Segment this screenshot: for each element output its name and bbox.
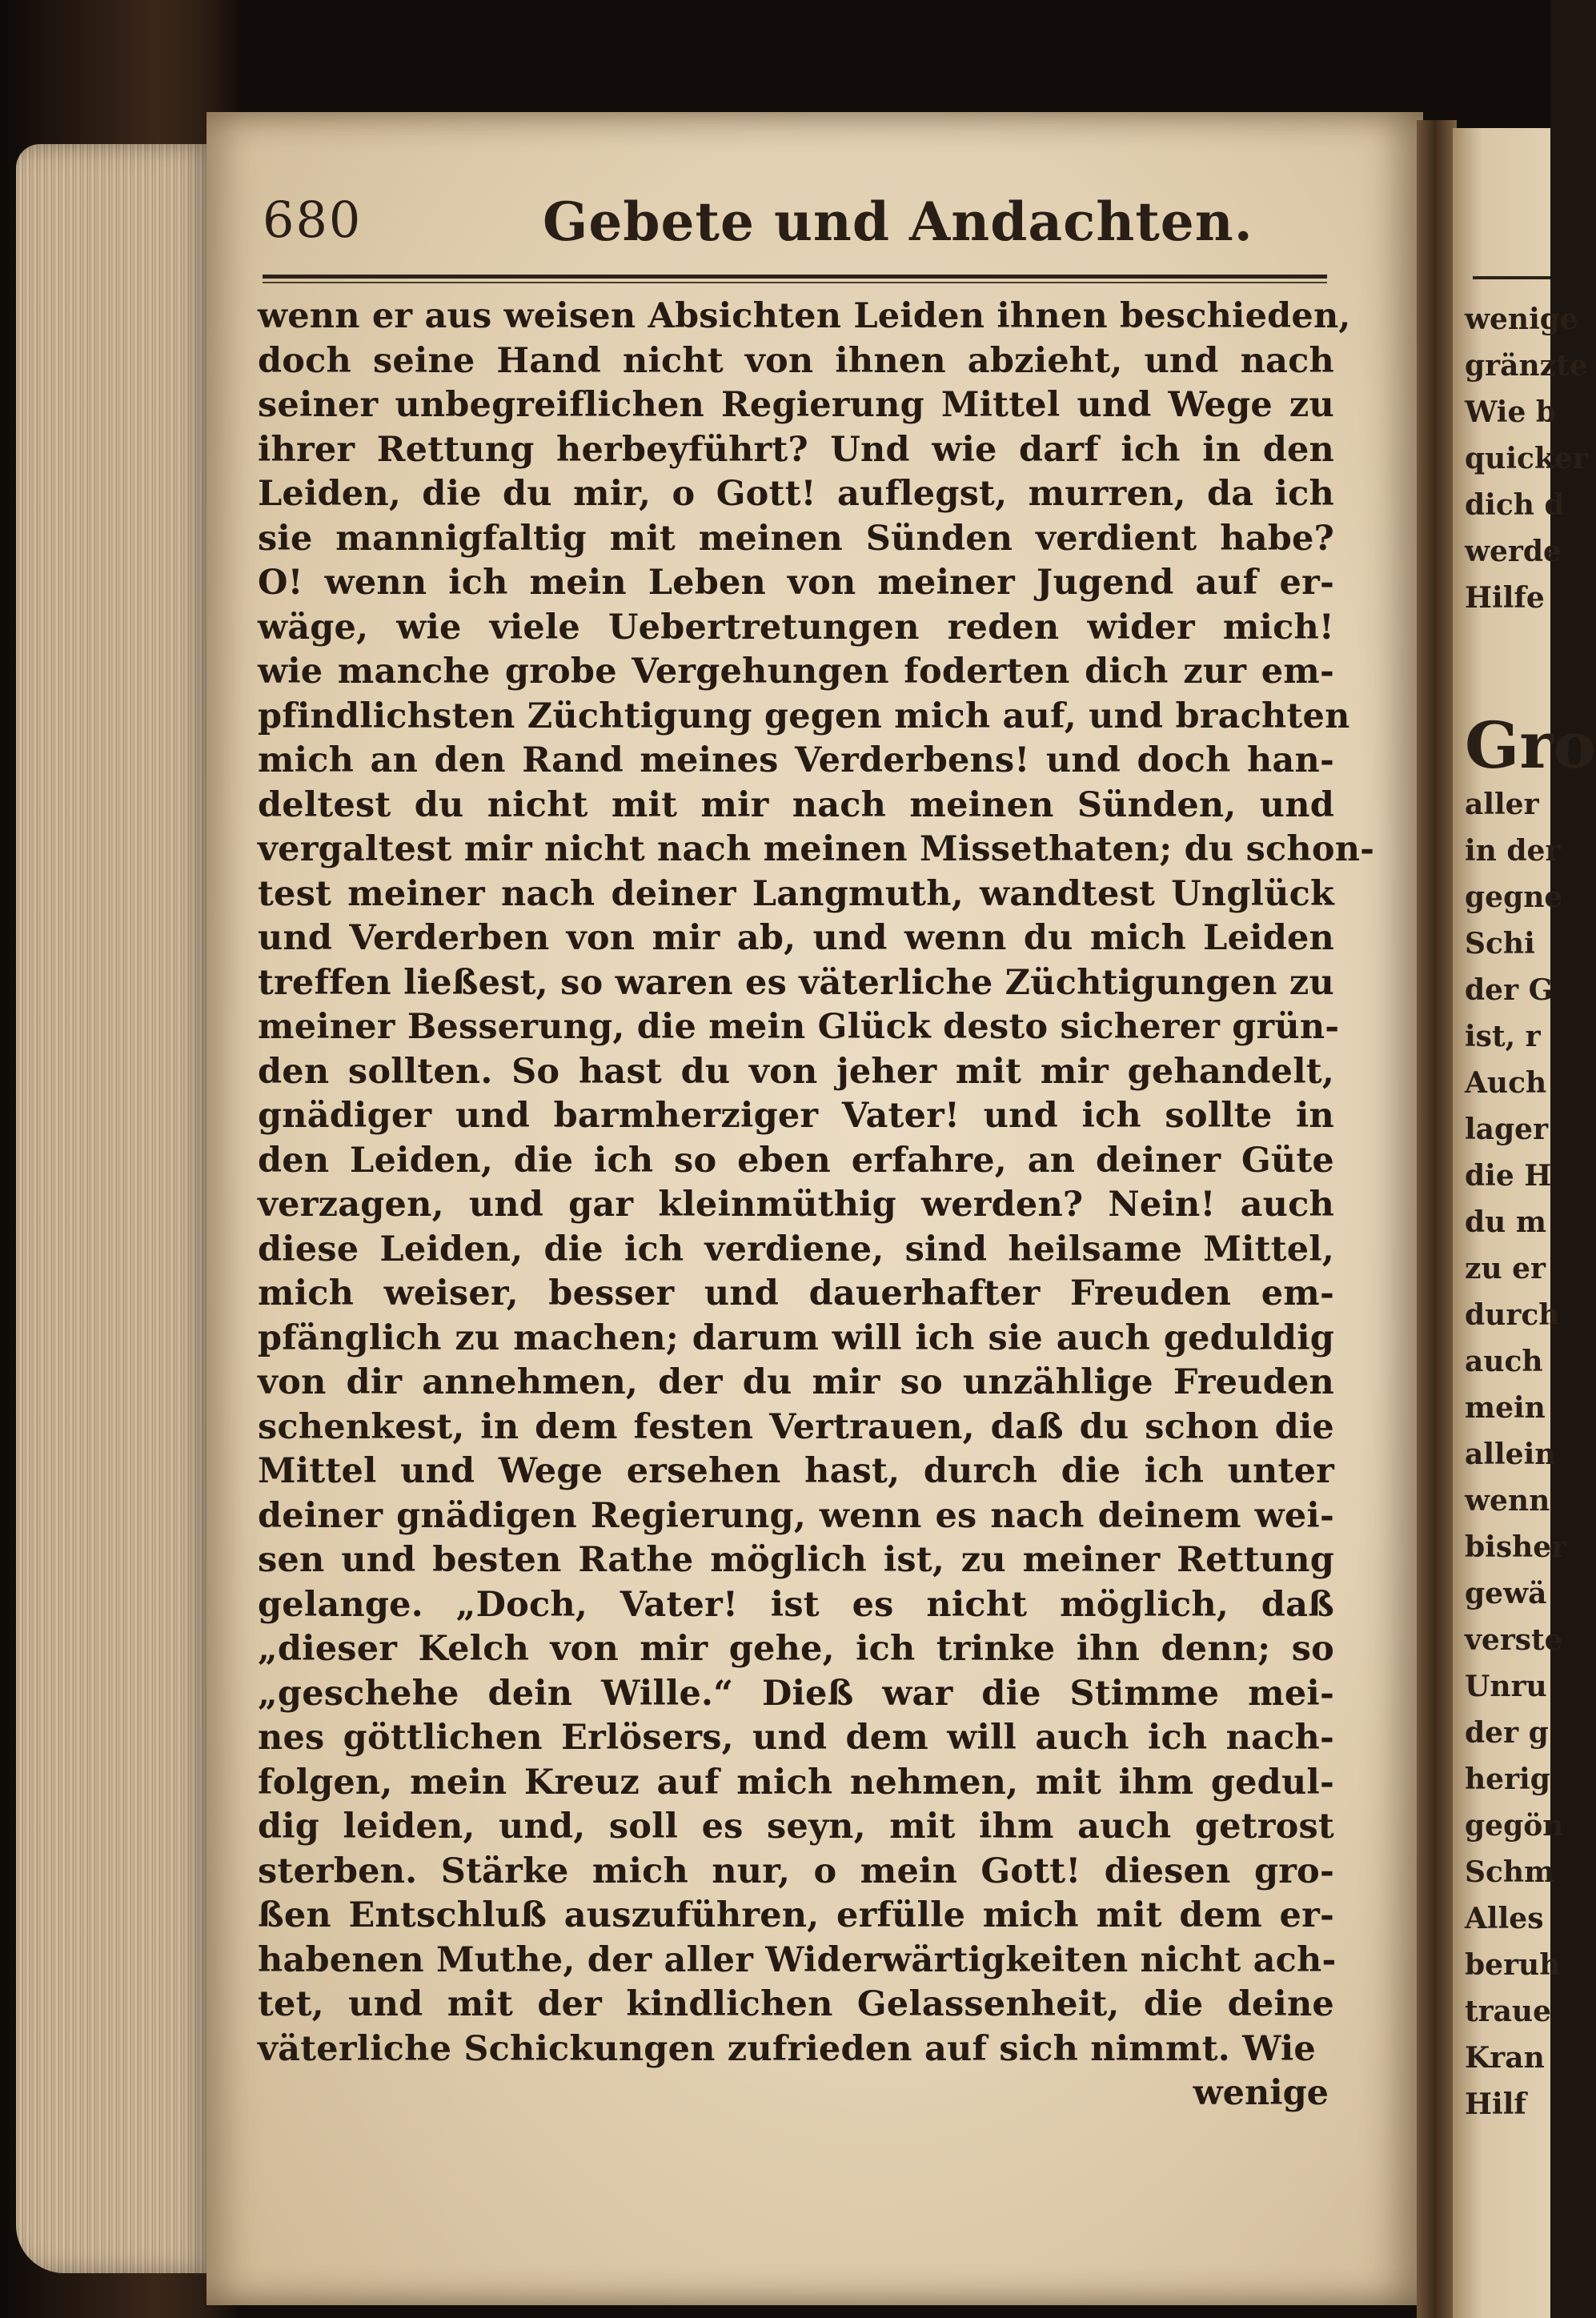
facing-line: die H [1465,1159,1552,1193]
text-line: folgen, mein Kreuz auf mich nehmen, mit ihm gedul- [258,1762,1334,1803]
text-line: den Leiden, die ich so eben erfahre, an deiner Güte [258,1140,1334,1181]
facing-line: in der [1465,834,1561,868]
text-line: wäge, wie viele Uebertretungen reden wider mich! [258,607,1334,648]
text-line: den sollten. So hast du von jeher mit mir gehandelt, [258,1051,1334,1092]
facing-page-text [1465,296,1596,2128]
facing-line: wenige [1465,303,1578,336]
facing-line: bisher [1465,1530,1567,1564]
facing-line: Unru [1465,1670,1547,1703]
facing-gap [1465,621,1550,709]
facing-line: traue [1465,1995,1551,2028]
facing-line: der G [1465,973,1554,1007]
text-line: dig leiden, und, soll es seyn, mit ihm auch getrost [258,1807,1334,1847]
text-line: mich an den Rand meines Verderbens! und doch han- [258,740,1334,780]
text-line: nes göttlichen Erlösers, und dem will auch ich nach- [258,1718,1334,1758]
facing-line: Hilf [1465,2087,1526,2121]
facing-line: Auch [1465,1066,1547,1100]
text-line: Leiden, die du mir, o Gott! auflegst, murren, da ich [258,474,1334,514]
text-line: pfindlichsten Züchtigung gegen mich auf, und brachten [258,696,1350,736]
text-line: tet, und mit der kindlichen Gelassenheit, die deine [258,1984,1334,2024]
text-line: väterliche Schickungen zufrieden auf sich nimmt. Wie [258,2028,1316,2069]
facing-line: wenn [1465,1484,1550,1518]
facing-line: dich d [1465,488,1565,522]
text-line: ihrer Rettung herbeyführt? Und wie darf ich in den [258,429,1334,470]
text-line: gelange. „Doch, Vater! ist es nicht möglich, daß [258,1584,1334,1625]
facing-line: herig [1465,1763,1550,1796]
body-text [258,295,1375,2071]
text-line: wenn er aus weisen Absichten Leiden ihnen beschieden, [258,296,1351,336]
facing-line: allein [1465,1438,1556,1471]
text-line: und Verderben von mir ab, und wenn du mich Leiden [258,918,1334,958]
facing-line: ist, r [1465,1020,1541,1053]
text-line: habenen Muthe, der aller Widerwärtigkeiten nicht ach- [258,1939,1337,1980]
text-line: test meiner nach deiner Langmuth, wandtest Unglück [258,873,1334,914]
text-line: schenkest, in dem festen Vertrauen, daß du schon die [258,1406,1334,1447]
page-number: 680 [263,190,363,249]
page-header [263,190,1327,263]
text-line: pfänglich zu machen; darum will ich sie auch geduldig [258,1317,1334,1358]
facing-line: mein [1465,1391,1546,1425]
text-line: doch seine Hand nicht von ihnen abzieht, und nach [258,340,1334,381]
text-line: vergaltest mir nicht nach meinen Missethaten; du schon- [258,829,1375,869]
text-line: O! wenn ich mein Leben von meiner Jugend auf er- [258,563,1334,603]
text-line: wie manche grobe Vergehungen foderten dich zur em- [258,652,1334,692]
text-line: seiner unbegreiflichen Regierung Mittel und Wege zu [258,385,1334,425]
text-line: ßen Entschluß auszuführen, erfülle mich mit dem er- [258,1895,1334,1935]
facing-line: gewä [1465,1577,1547,1610]
facing-line: gegne [1465,880,1563,914]
text-line: diese Leiden, die ich verdiene, sind heilsame Mittel, [258,1229,1334,1269]
facing-line: zu er [1465,1252,1546,1285]
facing-line: gränzte [1465,349,1588,383]
facing-line: du m [1465,1205,1546,1239]
text-line: sie mannigfaltig mit meinen Sünden verdient habe? [258,518,1334,559]
text-line: „geschehe dein Wille.“ Dieß war die Stimme mei- [258,1673,1334,1714]
text-line: von dir annehmen, der du mir so unzählige Freuden [258,1362,1334,1402]
facing-line: auch [1465,1345,1543,1378]
facing-line: Alles [1465,1902,1544,1935]
text-line: sterben. Stärke mich nur, o mein Gott! diesen gro- [258,1851,1334,1891]
text-line: deiner gnädigen Regierung, wenn es nach deinem wei- [258,1495,1334,1536]
text-line: sen und besten Rathe möglich ist, zu meiner Rettung [258,1540,1334,1580]
running-head: Gebete und Andachten. [543,190,1253,253]
facing-line: durch [1465,1298,1560,1332]
text-line: gnädiger und barmherziger Vater! und ich sollte in [258,1096,1334,1136]
facing-line: verste [1465,1623,1563,1657]
facing-line: Kran [1465,2041,1545,2075]
text-line: mich weiser, besser und dauerhafter Freuden em- [258,1273,1334,1313]
facing-line: der g [1465,1716,1549,1750]
header-rule [263,275,1327,279]
text-line: meiner Besserung, die mein Glück desto sicherer grün- [258,1007,1340,1047]
facing-line: Schm [1465,1855,1555,1889]
book-fore-edge [16,144,216,2273]
text-line: treffen ließest, so waren es väterliche Züchtigungen zu [258,962,1334,1003]
text-line: „dieser Kelch von mir gehe, ich trinke ihn denn; so [258,1629,1334,1669]
text-line: Mittel und Wege ersehen hast, durch die ich unter [258,1451,1334,1491]
facing-line: werde [1465,535,1562,568]
facing-line: quicker [1465,442,1588,475]
text-line: deltest du nicht mit mir nach meinen Sünden, und [258,784,1334,825]
facing-line: Schi [1465,927,1535,960]
facing-drop-initial: Gro [1465,708,1596,783]
facing-line: beruh [1465,1948,1561,1982]
facing-line: gegön [1465,1809,1564,1843]
facing-line: lager [1465,1113,1549,1146]
catchword: wenige [1193,2073,1329,2113]
header-rule-thin [263,282,1327,283]
facing-page-rule [1473,276,1550,279]
text-line: verzagen, und gar kleinmüthig werden? Nein! auch [258,1185,1334,1225]
facing-line: Hilfe [1465,581,1545,615]
book-gutter [1417,120,1457,2318]
facing-line: Wie b [1465,395,1557,429]
facing-line: aller [1465,788,1539,821]
